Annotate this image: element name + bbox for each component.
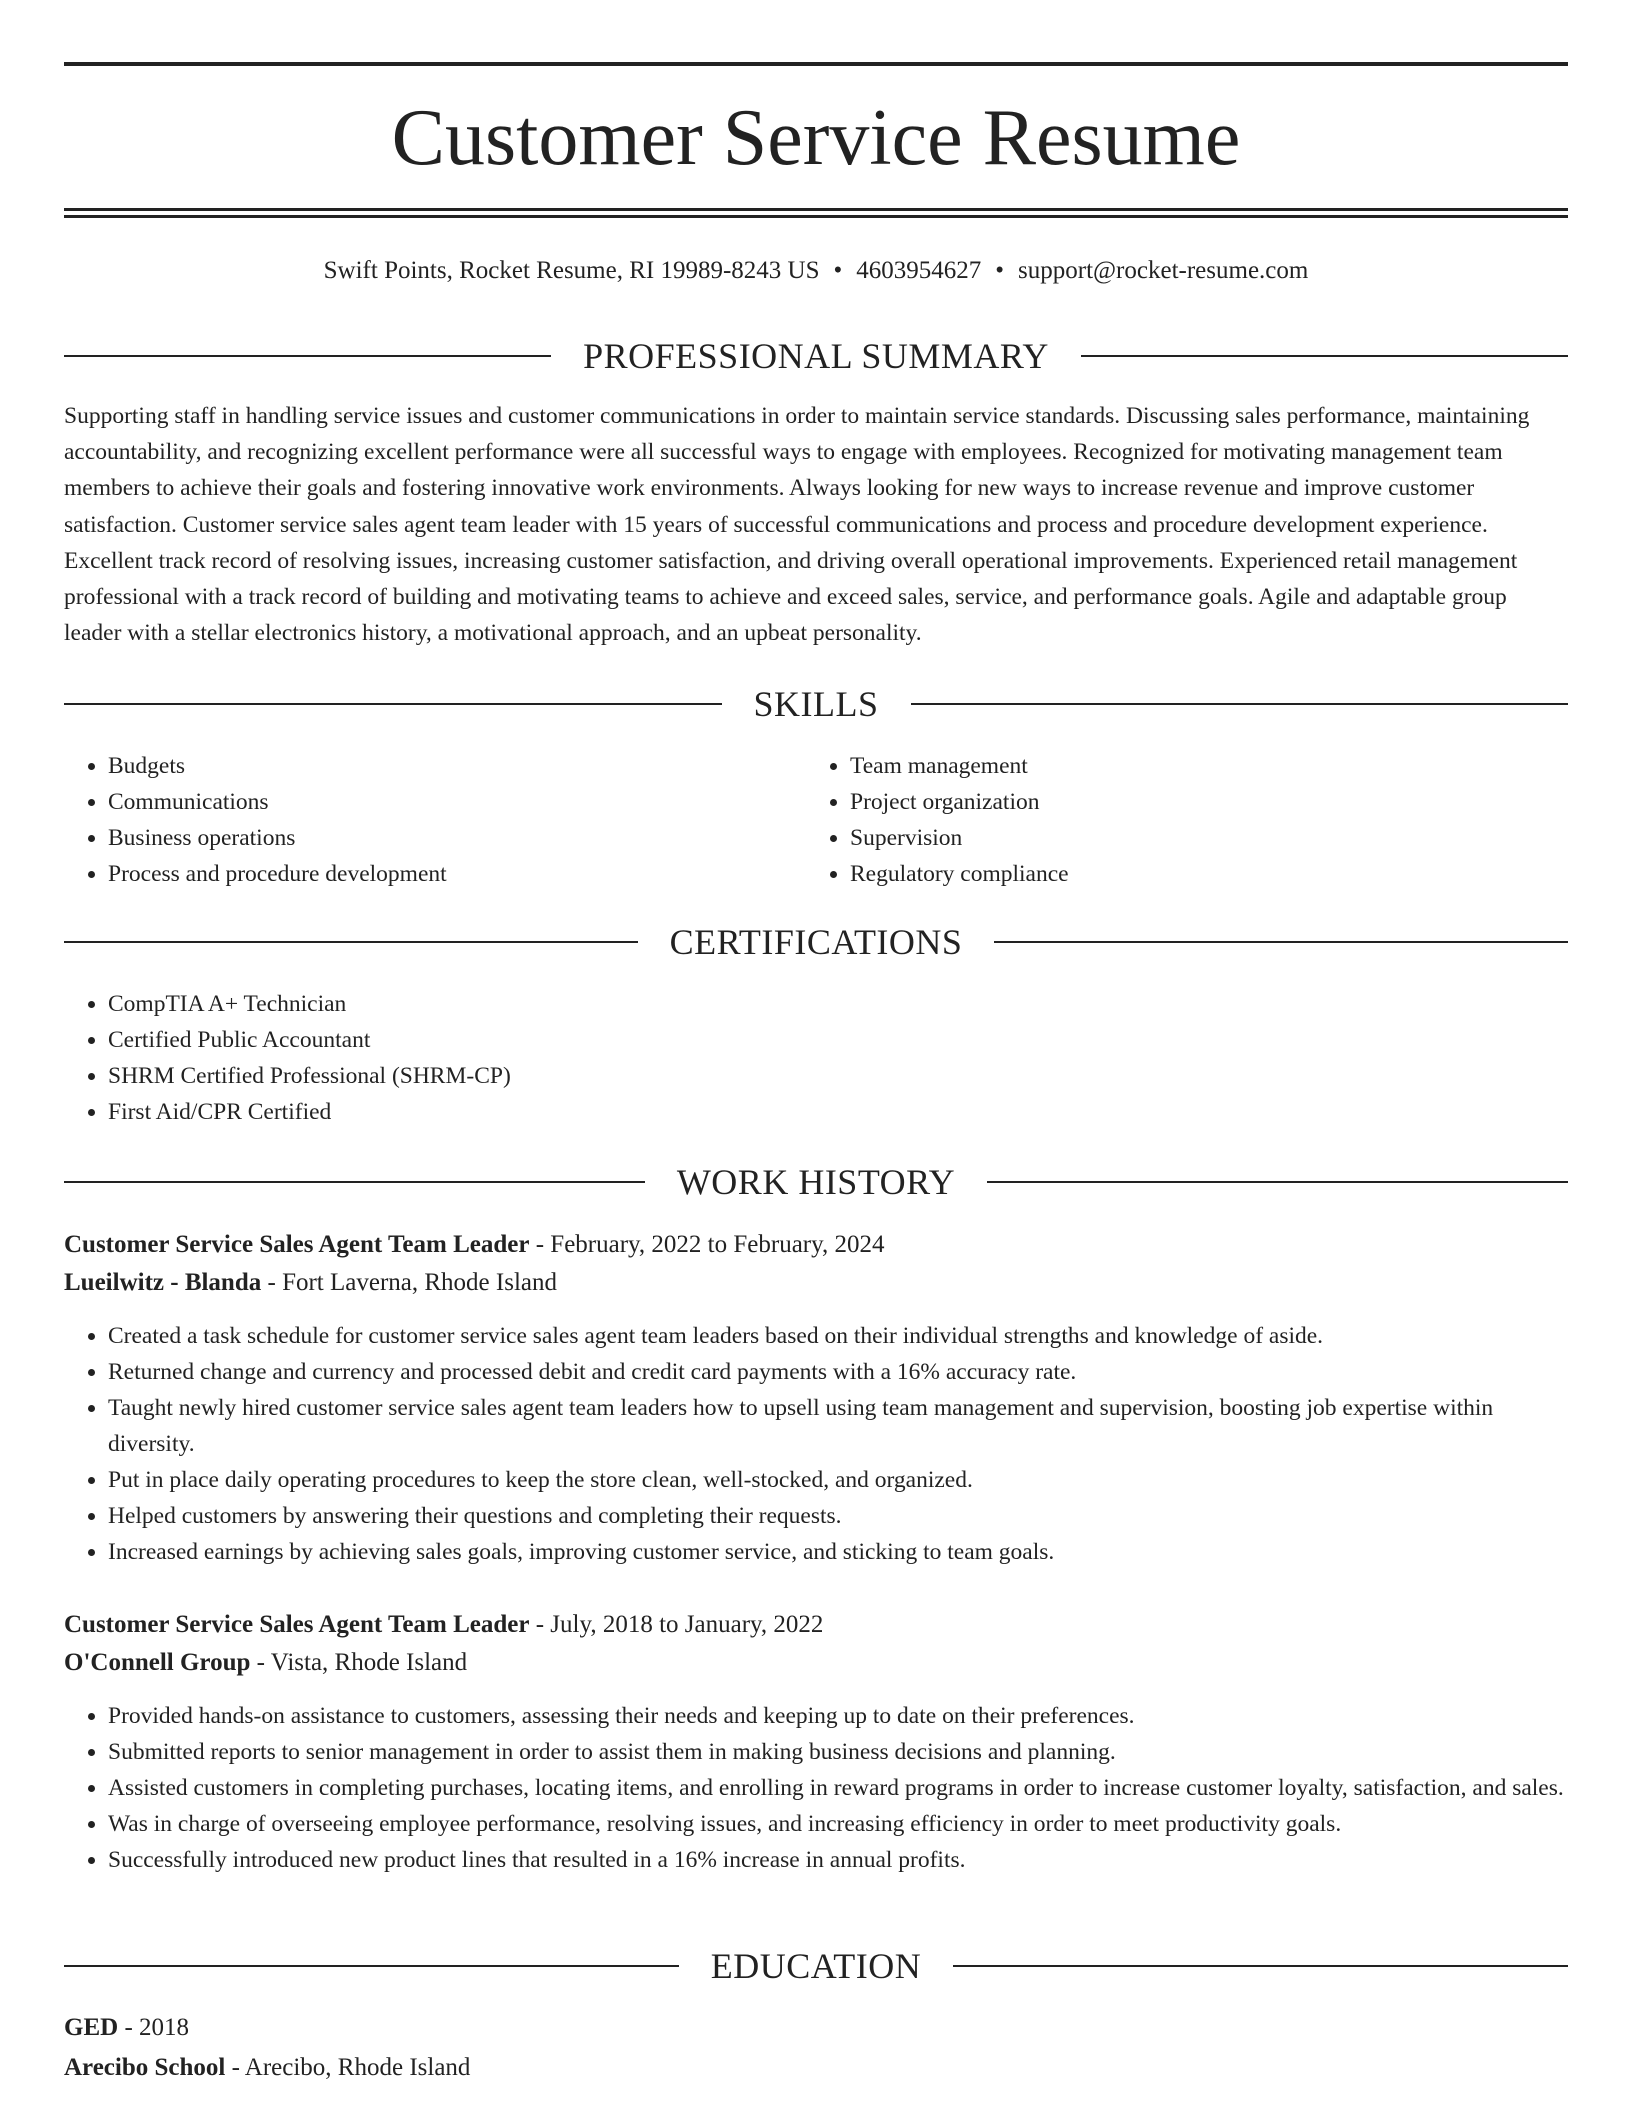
contact-address: Swift Points, Rocket Resume, RI 19989-8243 US xyxy=(323,257,820,284)
contact-separator: • xyxy=(833,257,843,284)
job-bullet: • Successfully introduced new product lines that resulted in a 16% increase in annual profits. xyxy=(108,1842,1568,1878)
skill-item: • Regulatory compliance xyxy=(850,856,1548,892)
divider xyxy=(64,941,638,943)
skill-item: • Communications xyxy=(108,784,806,820)
top-rule xyxy=(64,62,1568,66)
skill-item: • Process and procedure development xyxy=(108,856,806,892)
job-dates: - February, 2022 to February, 2024 xyxy=(529,1231,885,1258)
section-title: SKILLS xyxy=(753,684,879,724)
section-heading-skills xyxy=(64,682,1568,726)
skills-list xyxy=(64,748,1568,892)
job-header xyxy=(64,1226,1568,1264)
job-title: Customer Service Sales Agent Team Leader xyxy=(64,1231,530,1258)
job-bullets xyxy=(64,1698,1568,1878)
section-heading-work-history xyxy=(64,1160,1568,1204)
job-location: - Fort Laverna, Rhode Island xyxy=(261,1269,558,1296)
title-double-rule xyxy=(64,208,1568,218)
skill-item: • Budgets xyxy=(108,748,806,784)
certification-item: • First Aid/CPR Certified xyxy=(108,1094,1568,1130)
professional-summary: Supporting staff in handling service issues and customer communications in order to maintain service standards. Discussing sales performance, maintaining accountability, and recognizing excellent performance were all successful ways to engage with employees. Recognized for motivating management team members to achieve their goals and fostering innovative work environments. Always looking for new ways to increase revenue and improve customer satisfaction. Customer service sales agent team leader with 15 years of successful communications and process and procedure development experience. Excellent track record of resolving issues, increasing customer satisfaction, and driving overall operational improvements. Experienced retail management professional with a track record of building and motivating teams to achieve and exceed sales, service, and performance goals. Agile and adaptable group leader with a stellar electronics history, a motivational approach, and an upbeat personality. xyxy=(64,403,1530,647)
contact-separator: • xyxy=(995,257,1005,284)
job-employer xyxy=(64,1264,1568,1302)
job-bullet: • Put in place daily operating procedures to keep the store clean, well-stocked, and organized. xyxy=(108,1462,1568,1498)
section-heading-summary xyxy=(64,334,1568,378)
section-heading-certifications xyxy=(64,920,1568,964)
section-title: WORK HISTORY xyxy=(676,1162,956,1202)
skill-item: • Business operations xyxy=(108,820,806,856)
certification-item: • Certified Public Accountant xyxy=(108,1022,1568,1058)
job-header xyxy=(64,1606,1568,1644)
job-bullet: • Taught newly hired customer service sales agent team leaders how to upsell using team management and supervision, boosting job expertise within diversity. xyxy=(108,1390,1568,1462)
job-bullet: • Provided hands-on assistance to customers, assessing their needs and keeping up to date on their preferences. xyxy=(108,1698,1568,1734)
education-year: - 2018 xyxy=(118,2014,190,2041)
certification-item: • SHRM Certified Professional (SHRM-CP) xyxy=(108,1058,1568,1094)
divider xyxy=(994,941,1568,943)
section-title: PROFESSIONAL SUMMARY xyxy=(583,336,1049,376)
job-entry xyxy=(64,1226,1568,1570)
skills-column-left xyxy=(64,748,806,892)
resume-title: Customer Service Resume xyxy=(391,94,1241,182)
job-title: Customer Service Sales Agent Team Leader xyxy=(64,1611,530,1638)
contact-line xyxy=(64,254,1568,288)
contact-phone: 4603954627 xyxy=(856,257,982,284)
skill-item: • Team management xyxy=(850,748,1548,784)
education-school: Arecibo School xyxy=(64,2054,226,2081)
divider xyxy=(911,703,1569,705)
job-dates: - July, 2018 to January, 2022 xyxy=(529,1611,824,1638)
section-title: CERTIFICATIONS xyxy=(669,922,963,962)
certifications-list xyxy=(64,986,1568,1130)
skill-item: • Supervision xyxy=(850,820,1548,856)
divider xyxy=(64,1965,679,1967)
education-location: - Arecibo, Rhode Island xyxy=(225,2054,471,2081)
job-bullet: • Created a task schedule for customer service sales agent team leaders based on their individual strengths and knowledge of aside. xyxy=(108,1318,1568,1354)
job-bullet: • Submitted reports to senior management in order to assist them in making business decisions and planning. xyxy=(108,1734,1568,1770)
job-entry xyxy=(64,1606,1568,1878)
education-school-line xyxy=(64,2048,1568,2088)
certification-item: • CompTIA A+ Technician xyxy=(108,986,1568,1022)
education-degree-line xyxy=(64,2008,1568,2048)
divider xyxy=(64,355,551,357)
divider xyxy=(64,1181,645,1183)
job-bullet: • Increased earnings by achieving sales goals, improving customer service, and sticking to team goals. xyxy=(108,1534,1568,1570)
section-title: EDUCATION xyxy=(710,1946,922,1986)
job-company: Lueilwitz - Blanda xyxy=(64,1269,262,1296)
job-bullet: • Assisted customers in completing purchases, locating items, and enrolling in reward programs in order to increase customer loyalty, satisfaction, and sales. xyxy=(108,1770,1568,1806)
divider xyxy=(987,1181,1568,1183)
job-bullets xyxy=(64,1318,1568,1570)
contact-email: support@rocket-resume.com xyxy=(1018,257,1309,284)
job-company: O'Connell Group xyxy=(64,1649,251,1676)
job-employer xyxy=(64,1644,1568,1682)
job-location: - Vista, Rhode Island xyxy=(250,1649,468,1676)
job-bullet: • Returned change and currency and processed debit and credit card payments with a 16% accuracy rate. xyxy=(108,1354,1568,1390)
skills-column-right xyxy=(806,748,1548,892)
section-heading-education xyxy=(64,1944,1568,1988)
divider xyxy=(64,703,722,705)
skill-item: • Project organization xyxy=(850,784,1548,820)
divider xyxy=(1081,355,1568,357)
education-entry xyxy=(64,2008,1568,2088)
job-bullet: • Helped customers by answering their questions and completing their requests. xyxy=(108,1498,1568,1534)
divider xyxy=(953,1965,1568,1967)
education-degree: GED xyxy=(64,2014,119,2041)
job-bullet: • Was in charge of overseeing employee performance, resolving issues, and increasing efficiency in order to meet productivity goals. xyxy=(108,1806,1568,1842)
